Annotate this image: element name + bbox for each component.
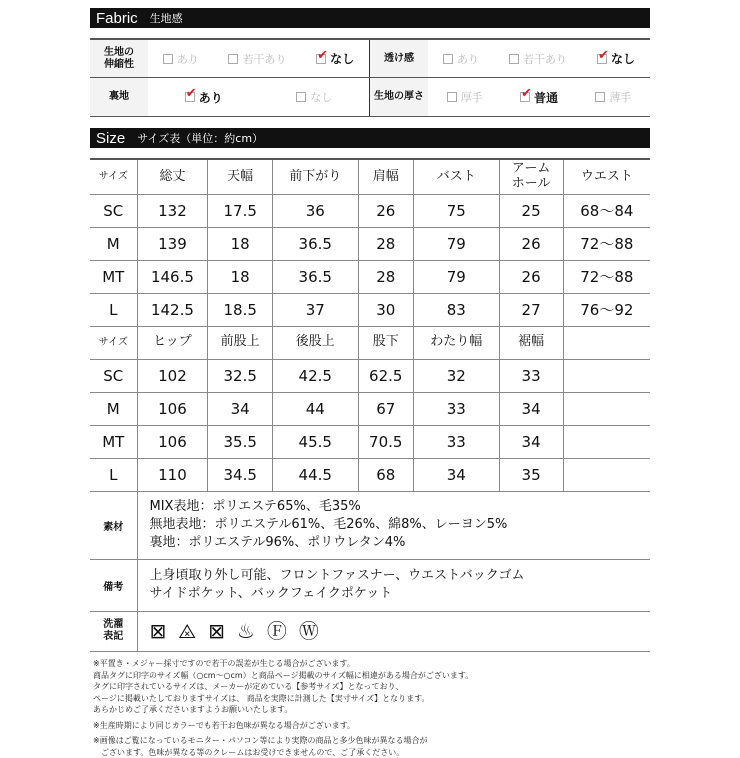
- table-cell: 83: [414, 293, 500, 326]
- table-cell: [563, 425, 650, 458]
- material-line: 裏地：ポリエステル96%、ポリウレタン4%: [150, 534, 651, 552]
- fabric-attribute-label: 生地の 伸縮性: [90, 40, 148, 77]
- table-cell: 142.5: [137, 293, 208, 326]
- table-cell: 106: [137, 425, 208, 458]
- fabric-attribute-label: 透け感: [370, 40, 428, 77]
- column-header: サイズ: [90, 159, 137, 194]
- fabric-row: [90, 78, 650, 116]
- size-header: [90, 128, 650, 148]
- table-cell: 34: [499, 425, 563, 458]
- table-cell: 75: [414, 194, 500, 227]
- table-row: [90, 425, 650, 458]
- table-cell: 76〜92: [563, 293, 650, 326]
- table-cell: 36.5: [272, 260, 358, 293]
- table-cell: 25: [499, 194, 563, 227]
- table-cell: SC: [90, 359, 137, 392]
- note-line: ※画像はご覧になっているモニター・パソコン等により実際の商品と多少色味が異なる場合が: [93, 735, 473, 747]
- table-row: [90, 227, 650, 260]
- table-cell: 62.5: [358, 359, 414, 392]
- table-cell: 32: [414, 359, 500, 392]
- table-cell: 132: [137, 194, 208, 227]
- table-row: [90, 293, 650, 326]
- table-cell: L: [90, 458, 137, 491]
- fabric-option: [447, 89, 483, 105]
- fabric-option-label: あり: [457, 51, 479, 67]
- note-line: タグに印字されているサイズは、メーカーが定めている【参考サイズ】となっており、: [93, 681, 473, 693]
- fabric-title-en: Fabric: [96, 10, 138, 27]
- table-cell: [563, 458, 650, 491]
- material-line: MIX表地：ポリエステ65%、毛35%: [150, 498, 651, 516]
- table-cell: MT: [90, 425, 137, 458]
- washing-label: 洗濯 表記: [90, 611, 137, 651]
- column-header: ウエスト: [563, 159, 650, 194]
- dry-clean-f-icon: Ⓕ: [267, 617, 287, 645]
- table-cell: 37: [272, 293, 358, 326]
- table-cell: SC: [90, 194, 137, 227]
- table-cell: 26: [358, 194, 414, 227]
- column-header: [563, 326, 650, 359]
- remarks-line: 上身頃取り外し可能、フロントファスナー、ウエストバックゴム: [150, 567, 651, 585]
- fabric-option-label: あり: [177, 51, 199, 67]
- fabric-option-label: 若干あり: [242, 51, 286, 67]
- table-cell: 28: [358, 227, 414, 260]
- table-cell: 27: [499, 293, 563, 326]
- unchecked-checkbox-icon: [447, 92, 457, 102]
- table-cell: 30: [358, 293, 414, 326]
- checked-checkbox-icon: [520, 92, 530, 102]
- table-cell: 139: [137, 227, 208, 260]
- table-cell: 44: [272, 392, 358, 425]
- column-header: バスト: [414, 159, 500, 194]
- fabric-option-label: 若干あり: [523, 51, 567, 67]
- column-header: 天幅: [208, 159, 273, 194]
- table-cell: 33: [414, 392, 500, 425]
- note-line: ページに掲載いたしておりますサイズは、 商品を実際に計測した【実寸サイズ】となります。: [93, 693, 473, 705]
- fabric-option: [316, 50, 354, 67]
- material-line: 無地表地：ポリエステル61%、毛26%、綿8%、レーヨン5%: [150, 516, 651, 534]
- column-header: ヒップ: [137, 326, 208, 359]
- note-line: ございます。色味が異なる等のクレームはお受けできませんので、ご了承ください。: [93, 747, 473, 758]
- table-cell: [563, 359, 650, 392]
- table-cell: 79: [414, 260, 500, 293]
- table-cell: 36: [272, 194, 358, 227]
- table-cell: 33: [499, 359, 563, 392]
- table-cell: M: [90, 392, 137, 425]
- unchecked-checkbox-icon: [228, 54, 238, 64]
- column-header: わたり幅: [414, 326, 500, 359]
- fabric-option: [597, 50, 635, 67]
- checked-checkbox-icon: [597, 54, 607, 64]
- unchecked-checkbox-icon: [163, 54, 173, 64]
- table-cell: 68: [358, 458, 414, 491]
- fabric-option: [520, 89, 558, 106]
- fabric-attribute: [370, 78, 650, 116]
- column-header: 肩幅: [358, 159, 414, 194]
- material-row: [90, 491, 650, 559]
- table-cell: 79: [414, 227, 500, 260]
- iron-low-icon: ♨: [237, 617, 255, 645]
- table-cell: MT: [90, 260, 137, 293]
- table-cell: 34: [414, 458, 500, 491]
- table-cell: [563, 392, 650, 425]
- column-header: サイズ: [90, 326, 137, 359]
- fabric-attribute-label: 生地の厚さ: [370, 78, 428, 116]
- table-cell: 26: [499, 260, 563, 293]
- table-cell: 36.5: [272, 227, 358, 260]
- size-header-row: [90, 326, 650, 359]
- unchecked-checkbox-icon: [595, 92, 605, 102]
- fabric-row: [90, 40, 650, 78]
- material-label: 素材: [90, 491, 137, 559]
- unchecked-checkbox-icon: [443, 54, 453, 64]
- fabric-option: [509, 51, 567, 67]
- notes: [93, 658, 473, 758]
- fabric-option-label: あり: [199, 89, 223, 106]
- column-header: 裾幅: [499, 326, 563, 359]
- table-cell: 28: [358, 260, 414, 293]
- table-cell: 110: [137, 458, 208, 491]
- size-table: [90, 158, 650, 652]
- fabric-option: [163, 51, 199, 67]
- fabric-option-label: なし: [330, 50, 354, 67]
- table-cell: 18: [208, 260, 273, 293]
- fabric-option: [228, 51, 286, 67]
- remarks-row: [90, 559, 650, 611]
- table-row: [90, 458, 650, 491]
- size-title-jp: サイズ表（単位：約cm）: [137, 130, 263, 146]
- no-bleach-icon: ⨻: [178, 617, 196, 645]
- note-line: 商品タグに印字のサイズ幅（○cm〜○cm）と商品ページ掲載のサイズ幅に相違がある場合がございます。: [93, 670, 473, 682]
- table-cell: 146.5: [137, 260, 208, 293]
- fabric-option: [595, 89, 631, 105]
- table-cell: 18: [208, 227, 273, 260]
- fabric-option-label: 普通: [534, 89, 558, 106]
- table-cell: 33: [414, 425, 500, 458]
- checked-checkbox-icon: [185, 92, 195, 102]
- checked-checkbox-icon: [316, 54, 326, 64]
- fabric-attribute-label: 裏地: [90, 78, 148, 116]
- table-row: [90, 194, 650, 227]
- fabric-option-label: 薄手: [609, 89, 631, 105]
- size-title-en: Size: [96, 130, 125, 147]
- fabric-option: [185, 89, 223, 106]
- table-cell: 17.5: [208, 194, 273, 227]
- table-cell: 35: [499, 458, 563, 491]
- fabric-header: [90, 8, 650, 28]
- table-cell: 34: [499, 392, 563, 425]
- table-row: [90, 260, 650, 293]
- table-cell: 44.5: [272, 458, 358, 491]
- table-cell: 18.5: [208, 293, 273, 326]
- table-cell: 106: [137, 392, 208, 425]
- fabric-attribute: [90, 78, 370, 116]
- note-line: ※平置き・メジャー採寸ですので若干の誤差が生じる場合がございます。: [93, 658, 473, 670]
- table-cell: 45.5: [272, 425, 358, 458]
- fabric-option-label: 厚手: [461, 89, 483, 105]
- remarks-line: サイドポケット、バックフェイクポケット: [150, 585, 651, 603]
- note-line: あらかじめご了承くださいますようお願いいたします。: [93, 704, 473, 716]
- fabric-option: [296, 89, 332, 105]
- unchecked-checkbox-icon: [509, 54, 519, 64]
- unchecked-checkbox-icon: [296, 92, 306, 102]
- fabric-attribute: [370, 40, 650, 77]
- table-cell: 72〜88: [563, 227, 650, 260]
- fabric-title-jp: 生地感: [150, 10, 183, 26]
- table-cell: 42.5: [272, 359, 358, 392]
- table-cell: 72〜88: [563, 260, 650, 293]
- table-cell: 68〜84: [563, 194, 650, 227]
- table-cell: 32.5: [208, 359, 273, 392]
- table-cell: 35.5: [208, 425, 273, 458]
- table-cell: 67: [358, 392, 414, 425]
- column-header: 後股上: [272, 326, 358, 359]
- remarks-label: 備考: [90, 559, 137, 611]
- table-cell: M: [90, 227, 137, 260]
- table-cell: 102: [137, 359, 208, 392]
- size-header-row: [90, 159, 650, 194]
- note-line: ※生産時期により同じカラーでも若干お色味が異なる場合がございます。: [93, 720, 473, 732]
- column-header: 股下: [358, 326, 414, 359]
- table-row: [90, 359, 650, 392]
- no-wash-icon: ⊠: [150, 617, 167, 645]
- column-header: 前下がり: [272, 159, 358, 194]
- fabric-table: [90, 38, 650, 117]
- fabric-option: [443, 51, 479, 67]
- table-cell: 26: [499, 227, 563, 260]
- fabric-option-label: なし: [310, 89, 332, 105]
- no-wet-clean-icon: Ⓦ: [299, 617, 319, 645]
- no-tumble-dry-icon: ⊠: [208, 617, 225, 645]
- washing-row: [90, 611, 650, 651]
- column-header: 総丈: [137, 159, 208, 194]
- table-cell: L: [90, 293, 137, 326]
- fabric-option-label: なし: [611, 50, 635, 67]
- column-header: アーム ホール: [499, 159, 563, 194]
- table-cell: 34.5: [208, 458, 273, 491]
- table-row: [90, 392, 650, 425]
- column-header: 前股上: [208, 326, 273, 359]
- table-cell: 70.5: [358, 425, 414, 458]
- table-cell: 34: [208, 392, 273, 425]
- fabric-attribute: [90, 40, 370, 77]
